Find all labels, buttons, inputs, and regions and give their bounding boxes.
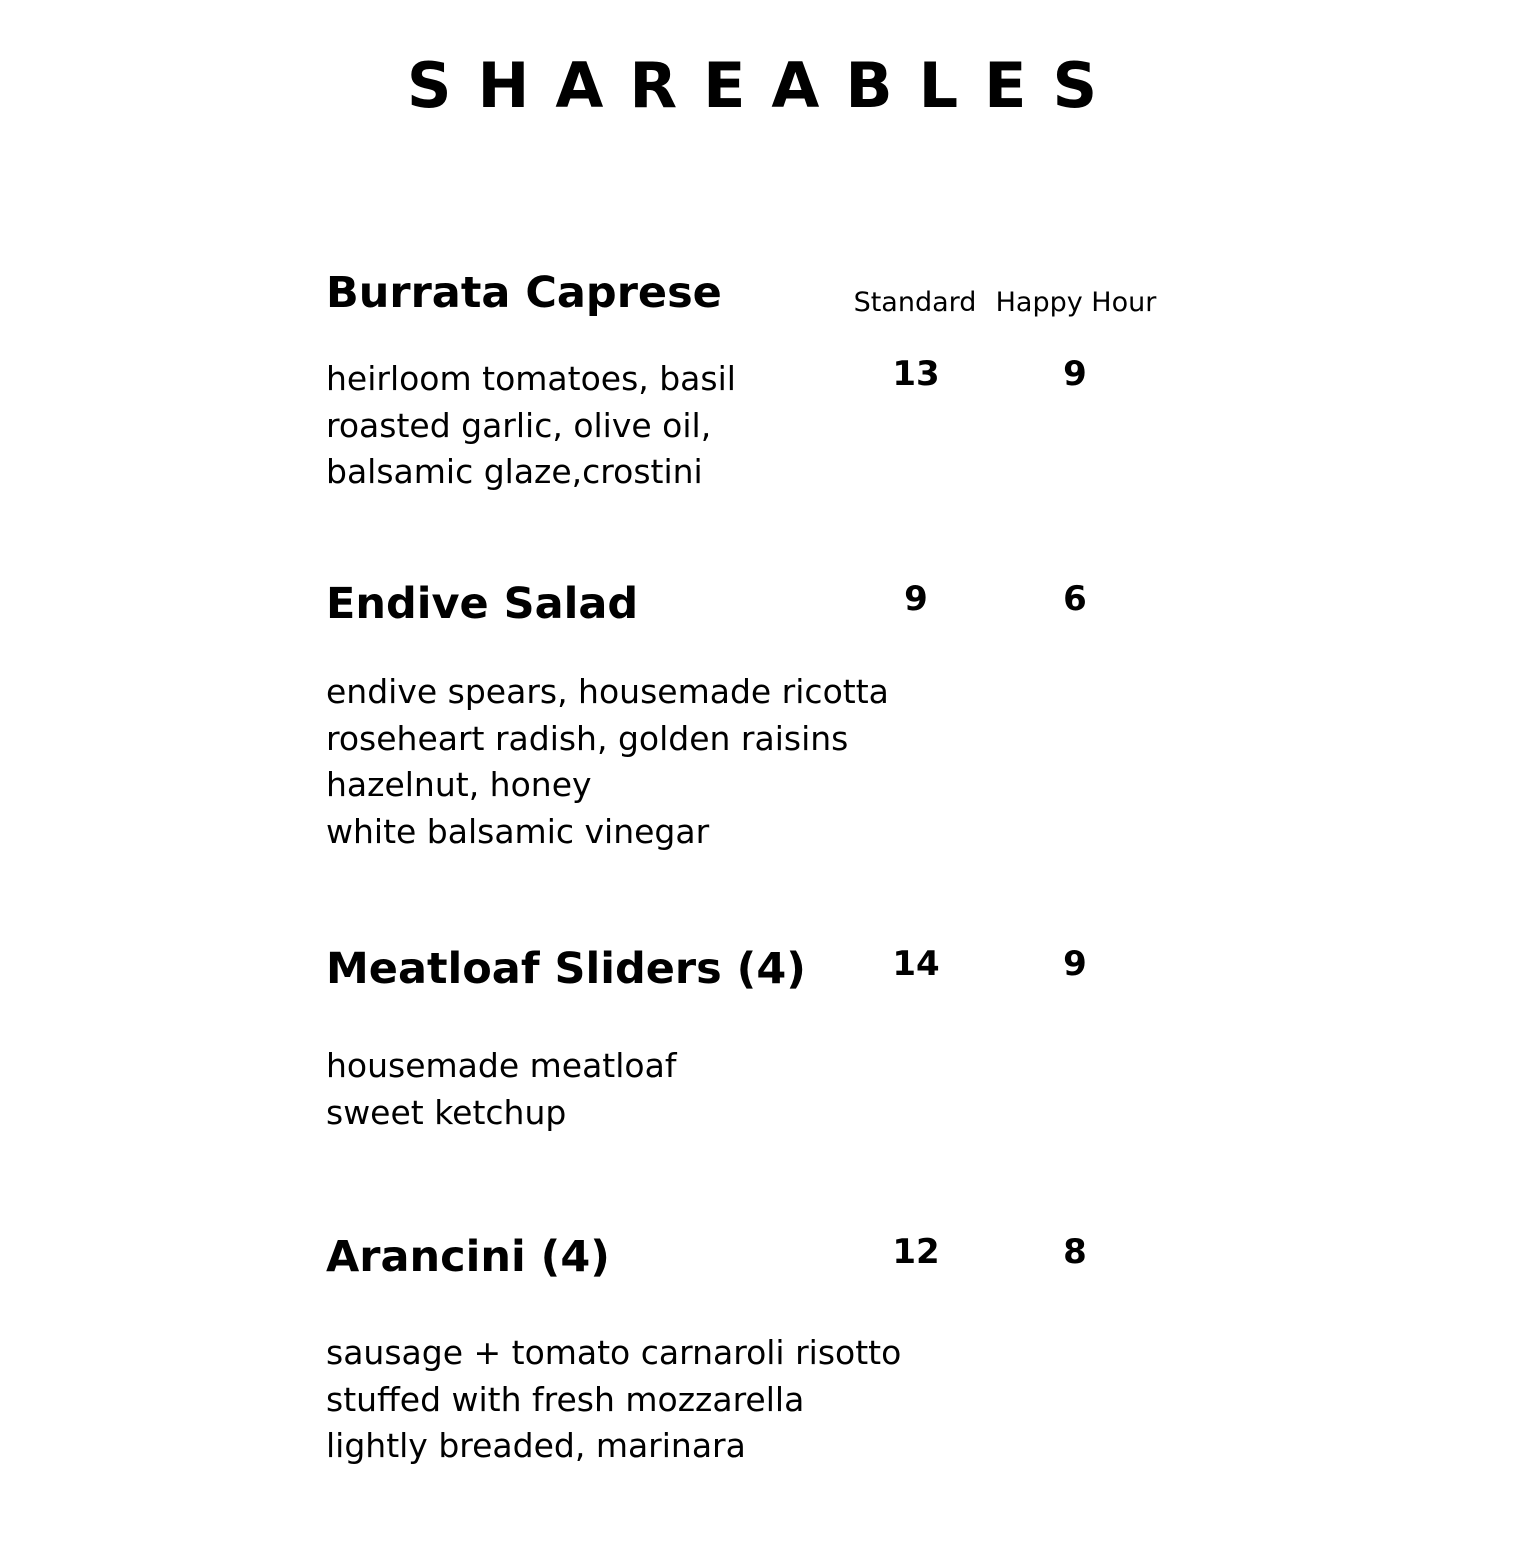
standard-price: 13 <box>892 354 940 394</box>
item-name: Arancini (4) <box>326 1232 610 1282</box>
standard-price: 9 <box>904 579 928 619</box>
happy-hour-price: 6 <box>1063 579 1087 619</box>
item-description <box>326 1043 676 1136</box>
description-line: white balsamic vinegar <box>326 811 710 851</box>
happy-hour-price: 8 <box>1063 1232 1087 1272</box>
item-name: Meatloaf Sliders (4) <box>326 944 806 994</box>
description-line: housemade meatloaf <box>326 1046 677 1085</box>
item-description <box>326 1330 901 1470</box>
item-name: Endive Salad <box>326 579 639 629</box>
standard-price: 12 <box>892 1232 940 1272</box>
menu-item-arancini <box>326 1230 1426 1490</box>
standard-price: 14 <box>892 944 940 984</box>
happy-hour-price: 9 <box>1063 944 1087 984</box>
description-line: balsamic glaze,crostini <box>326 452 703 491</box>
menu-item-burrata-caprese <box>326 266 1426 506</box>
description-line: heirloom tomatoes, basil <box>326 359 736 398</box>
happy-hour-price: 9 <box>1063 354 1087 394</box>
description-line: sweet ketchup <box>326 1092 567 1132</box>
menu-title: SHAREABLES <box>406 49 1124 122</box>
description-line: hazelnut, honey <box>326 765 592 804</box>
item-description <box>326 669 889 855</box>
description-line: endive spears, housemade ricotta <box>326 672 889 711</box>
menu-item-meatloaf-sliders <box>326 942 1426 1142</box>
description-line: lightly breaded, marinara <box>326 1426 746 1465</box>
description-line: stuffed with fresh mozzarella <box>326 1379 805 1419</box>
menu-item-endive-salad <box>326 577 1426 867</box>
item-description <box>326 356 736 496</box>
column-header-happy-hour: Happy Hour <box>995 287 1157 318</box>
column-header-standard: Standard <box>853 287 977 318</box>
description-line: roseheart radish, golden raisins <box>326 718 849 758</box>
item-name: Burrata Caprese <box>326 268 722 318</box>
description-line: sausage + tomato carnaroli risotto <box>326 1333 902 1372</box>
description-line: roasted garlic, olive oil, <box>326 405 712 445</box>
